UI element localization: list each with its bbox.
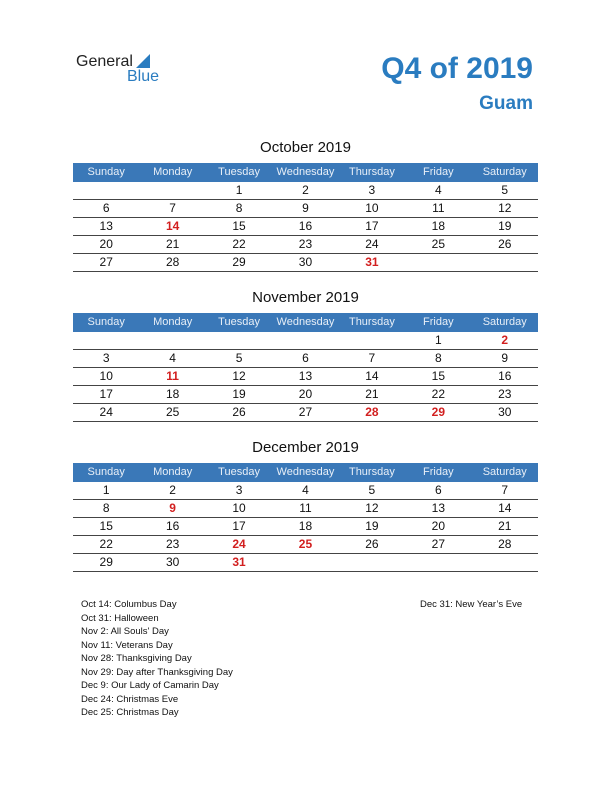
day-cell: 14 bbox=[165, 219, 180, 233]
holiday-item: Nov 11: Veterans Day bbox=[81, 639, 173, 651]
day-cell: 6 bbox=[102, 201, 110, 215]
day-cell: 15 bbox=[431, 369, 445, 383]
day-cell: 3 bbox=[102, 351, 110, 365]
day-cell: 9 bbox=[169, 501, 176, 515]
week-row bbox=[73, 536, 538, 554]
weekday-label: Monday bbox=[153, 466, 193, 478]
day-cell: 5 bbox=[368, 483, 376, 497]
weekday-label: Tuesday bbox=[218, 316, 260, 328]
day-cell: 6 bbox=[434, 483, 442, 497]
empty-day-cell bbox=[272, 332, 338, 349]
empty-day-cell bbox=[405, 554, 471, 571]
day-cell: 8 bbox=[102, 501, 110, 515]
day-cell: 20 bbox=[431, 519, 445, 533]
day-cell: 4 bbox=[302, 483, 309, 497]
day-cell: 17 bbox=[365, 219, 379, 233]
day-cell: 3 bbox=[368, 183, 376, 197]
weekday-label: Sunday bbox=[87, 166, 125, 178]
day-cell: 19 bbox=[498, 219, 512, 233]
empty-day-cell bbox=[139, 332, 205, 349]
day-cell: 18 bbox=[298, 519, 313, 533]
month-december bbox=[73, 437, 538, 572]
day-cell: 31 bbox=[365, 255, 379, 269]
weekday-label: Friday bbox=[423, 316, 454, 328]
day-cell: 8 bbox=[434, 351, 442, 365]
day-cell: 4 bbox=[169, 351, 176, 365]
day-cell: 29 bbox=[232, 255, 246, 269]
day-cell: 30 bbox=[498, 405, 512, 419]
day-cell: 29 bbox=[431, 405, 445, 419]
weekday-label: Friday bbox=[423, 166, 454, 178]
day-cell: 25 bbox=[165, 405, 180, 419]
empty-day-cell bbox=[472, 554, 538, 571]
holiday-item: Dec 25: Christmas Day bbox=[81, 707, 179, 718]
day-cell: 9 bbox=[302, 201, 309, 215]
day-cell: 29 bbox=[99, 555, 113, 569]
weekday-label: Thursday bbox=[348, 466, 395, 478]
week-row bbox=[73, 332, 538, 350]
day-cell: 5 bbox=[235, 351, 243, 365]
week-row bbox=[73, 482, 538, 500]
weekday-label: Saturday bbox=[482, 166, 527, 178]
holiday-item: Nov 2: All Souls' Day bbox=[81, 626, 169, 637]
logo-general-text: General bbox=[76, 53, 133, 70]
holiday-item: Oct 31: Halloween bbox=[81, 612, 159, 624]
day-cell: 8 bbox=[235, 201, 243, 215]
day-cell: 22 bbox=[232, 237, 246, 251]
week-row bbox=[73, 404, 538, 422]
week-row bbox=[73, 236, 538, 254]
day-cell: 27 bbox=[298, 405, 313, 419]
empty-day-cell bbox=[272, 554, 338, 571]
day-cell: 18 bbox=[165, 387, 180, 401]
day-cell: 15 bbox=[99, 519, 113, 533]
day-cell: 11 bbox=[432, 201, 445, 215]
day-cell: 11 bbox=[166, 369, 179, 383]
holiday-item: Nov 29: Day after Thanksgiving Day bbox=[81, 666, 233, 678]
weekday-label: Saturday bbox=[482, 316, 527, 328]
day-cell: 10 bbox=[232, 501, 246, 515]
empty-day-cell bbox=[339, 332, 405, 349]
day-cell: 19 bbox=[232, 387, 246, 401]
day-cell: 30 bbox=[298, 255, 313, 269]
holiday-item: Oct 14: Columbus Day bbox=[81, 599, 177, 610]
week-row bbox=[73, 218, 538, 236]
day-cell: 17 bbox=[232, 519, 246, 533]
month-title: December 2019 bbox=[252, 439, 359, 456]
day-cell: 2 bbox=[169, 483, 176, 497]
day-cell: 12 bbox=[498, 201, 512, 215]
day-cell: 20 bbox=[298, 387, 313, 401]
weekday-label: Saturday bbox=[482, 466, 527, 478]
weekday-header bbox=[73, 313, 538, 332]
holiday-list-right bbox=[420, 598, 522, 612]
weekday-label: Sunday bbox=[87, 316, 125, 328]
holiday-item: Dec 24: Christmas Eve bbox=[81, 693, 179, 705]
weekday-label: Tuesday bbox=[218, 166, 260, 178]
empty-day-cell bbox=[73, 332, 139, 349]
day-cell: 12 bbox=[232, 369, 246, 383]
day-cell: 10 bbox=[365, 201, 379, 215]
month-title: November 2019 bbox=[252, 289, 359, 306]
day-cell: 1 bbox=[434, 333, 442, 347]
day-cell: 28 bbox=[365, 405, 379, 419]
day-cell: 24 bbox=[99, 405, 113, 419]
day-cell: 14 bbox=[365, 369, 379, 383]
empty-day-cell bbox=[206, 332, 272, 349]
month-grid bbox=[73, 182, 538, 272]
day-cell: 14 bbox=[498, 501, 512, 515]
day-cell: 27 bbox=[99, 255, 113, 269]
empty-day-cell bbox=[472, 254, 538, 271]
weekday-label: Monday bbox=[153, 316, 193, 328]
day-cell: 5 bbox=[501, 183, 509, 197]
week-row bbox=[73, 500, 538, 518]
day-cell: 20 bbox=[99, 237, 113, 251]
day-cell: 28 bbox=[498, 537, 512, 551]
day-cell: 12 bbox=[365, 501, 379, 515]
day-cell: 17 bbox=[99, 387, 113, 401]
day-cell: 15 bbox=[232, 219, 246, 233]
logo-triangle-icon bbox=[136, 54, 150, 68]
month-grid bbox=[73, 332, 538, 422]
day-cell: 3 bbox=[235, 483, 243, 497]
week-row bbox=[73, 182, 538, 200]
week-row bbox=[73, 554, 538, 572]
day-cell: 21 bbox=[165, 237, 180, 251]
holiday-list bbox=[81, 598, 233, 720]
logo bbox=[76, 53, 176, 87]
day-cell: 13 bbox=[298, 369, 313, 383]
empty-day-cell bbox=[339, 554, 405, 571]
week-row bbox=[73, 386, 538, 404]
weekday-label: Monday bbox=[153, 166, 193, 178]
day-cell: 23 bbox=[498, 387, 512, 401]
weekday-header bbox=[73, 463, 538, 482]
logo-blue-text: Blue bbox=[127, 68, 160, 85]
empty-day-cell bbox=[139, 182, 205, 199]
day-cell: 21 bbox=[498, 519, 512, 533]
weekday-label: Tuesday bbox=[218, 466, 260, 478]
day-cell: 13 bbox=[99, 219, 113, 233]
day-cell: 16 bbox=[498, 369, 512, 383]
day-cell: 10 bbox=[99, 369, 113, 383]
day-cell: 24 bbox=[365, 237, 379, 251]
day-cell: 6 bbox=[302, 351, 309, 365]
month-october bbox=[73, 137, 538, 272]
day-cell: 23 bbox=[298, 237, 313, 251]
day-cell: 2 bbox=[501, 333, 509, 347]
day-cell: 13 bbox=[431, 501, 445, 515]
weekday-label: Thursday bbox=[348, 316, 395, 328]
holiday-item: Dec 31: New Year’s Eve bbox=[420, 599, 523, 610]
page-subtitle: Guam bbox=[479, 93, 533, 114]
day-cell: 25 bbox=[298, 537, 313, 551]
empty-day-cell bbox=[405, 254, 471, 271]
weekday-header bbox=[73, 163, 538, 182]
day-cell: 22 bbox=[431, 387, 445, 401]
day-cell: 23 bbox=[165, 537, 180, 551]
day-cell: 16 bbox=[165, 519, 180, 533]
day-cell: 16 bbox=[298, 219, 313, 233]
week-row bbox=[73, 200, 538, 218]
day-cell: 11 bbox=[299, 501, 312, 515]
day-cell: 31 bbox=[232, 555, 246, 569]
day-cell: 18 bbox=[431, 219, 445, 233]
day-cell: 1 bbox=[235, 183, 243, 197]
day-cell: 2 bbox=[302, 183, 309, 197]
weekday-label: Wednesday bbox=[276, 166, 335, 178]
day-cell: 24 bbox=[232, 537, 246, 551]
week-row bbox=[73, 254, 538, 272]
day-cell: 30 bbox=[165, 555, 180, 569]
month-november bbox=[73, 287, 538, 422]
day-cell: 7 bbox=[169, 201, 176, 215]
month-grid bbox=[73, 482, 538, 572]
weekday-label: Sunday bbox=[87, 466, 125, 478]
day-cell: 22 bbox=[99, 537, 113, 551]
day-cell: 28 bbox=[165, 255, 180, 269]
day-cell: 26 bbox=[365, 537, 379, 551]
day-cell: 4 bbox=[434, 183, 442, 197]
week-row bbox=[73, 368, 538, 386]
month-title: October 2019 bbox=[260, 139, 351, 156]
day-cell: 7 bbox=[501, 483, 509, 497]
day-cell: 9 bbox=[501, 351, 509, 365]
weekday-label: Wednesday bbox=[276, 316, 335, 328]
holiday-item: Nov 28: Thanksgiving Day bbox=[81, 653, 192, 664]
page-title: Q4 of 2019 bbox=[381, 52, 533, 85]
day-cell: 19 bbox=[365, 519, 379, 533]
day-cell: 1 bbox=[102, 483, 110, 497]
week-row bbox=[73, 350, 538, 368]
day-cell: 26 bbox=[232, 405, 246, 419]
day-cell: 7 bbox=[368, 351, 376, 365]
day-cell: 27 bbox=[431, 537, 445, 551]
day-cell: 21 bbox=[365, 387, 379, 401]
weekday-label: Friday bbox=[423, 466, 454, 478]
holiday-item: Dec 9: Our Lady of Camarin Day bbox=[81, 680, 219, 691]
week-row bbox=[73, 518, 538, 536]
empty-day-cell bbox=[73, 182, 139, 199]
day-cell: 25 bbox=[431, 237, 445, 251]
weekday-label: Thursday bbox=[348, 166, 395, 178]
day-cell: 26 bbox=[498, 237, 512, 251]
weekday-label: Wednesday bbox=[276, 466, 335, 478]
